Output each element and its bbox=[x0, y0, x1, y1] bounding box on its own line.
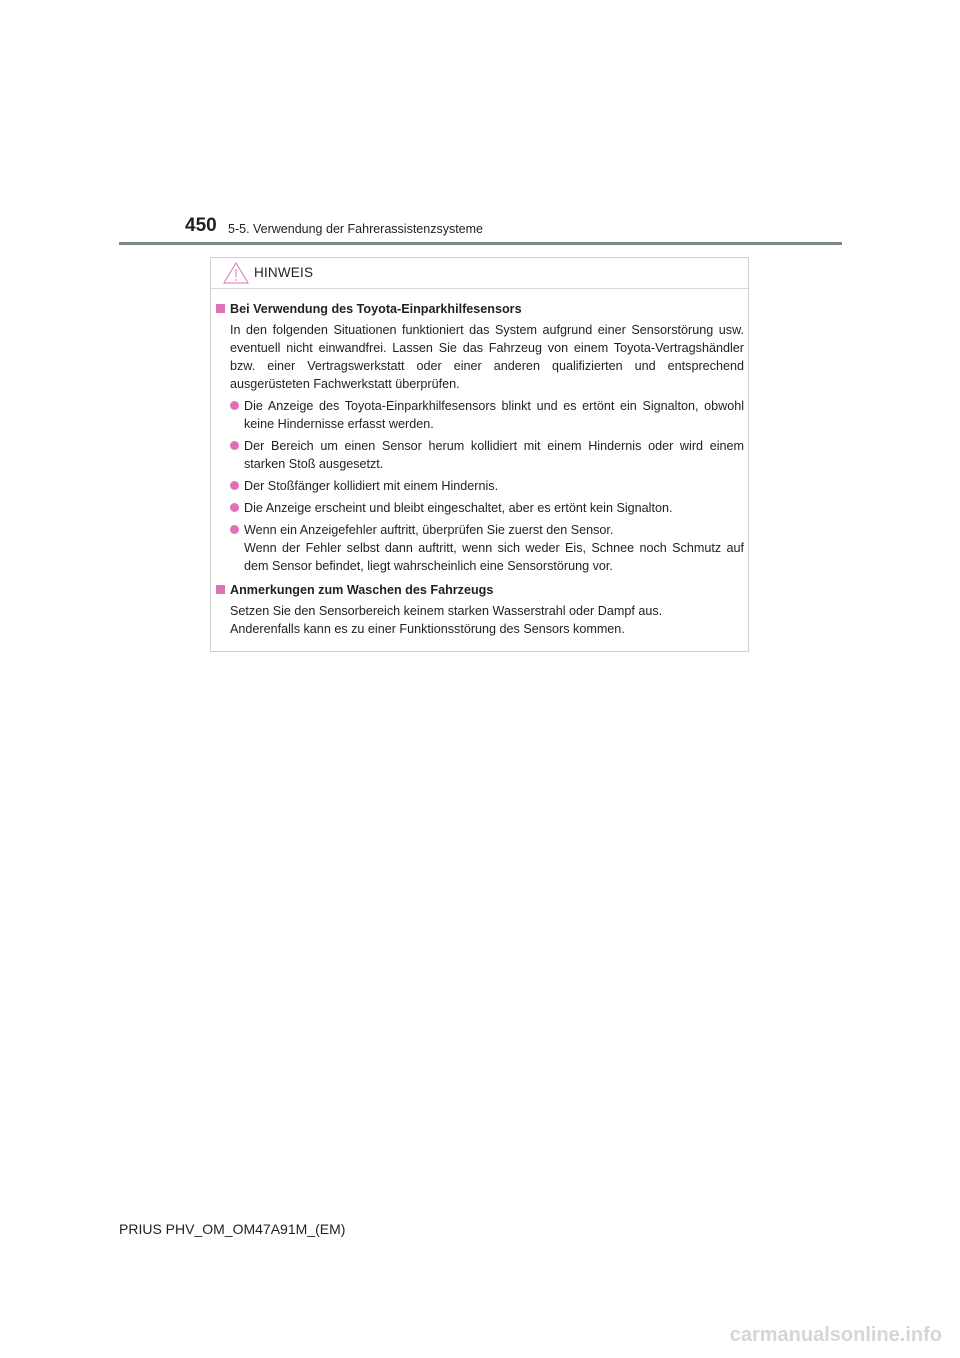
notice-header bbox=[211, 258, 748, 289]
list-item bbox=[216, 499, 744, 517]
circle-bullet-icon bbox=[230, 441, 239, 450]
notice-box bbox=[210, 257, 749, 652]
list-item-text: Der Bereich um einen Sensor herum kollidiert mit einem Hindernis oder wird einem starken Stoß ausgesetzt. bbox=[244, 439, 744, 471]
circle-bullet-icon bbox=[230, 401, 239, 410]
notice-title: HINWEIS bbox=[254, 265, 314, 280]
list-item bbox=[216, 397, 744, 433]
paragraph-line: Anderenfalls kann es zu einer Funktionsstörung des Sensors kommen. bbox=[230, 622, 625, 636]
circle-bullet-icon bbox=[230, 503, 239, 512]
header-rule bbox=[119, 242, 842, 245]
circle-bullet-icon bbox=[230, 481, 239, 490]
section-car-wash bbox=[216, 581, 744, 638]
wash-paragraph bbox=[216, 602, 744, 638]
intro-paragraph: In den folgenden Situationen funktioniert das System aufgrund einer Sensorstörung usw. eventuell nicht einwandfrei. Lassen Sie das Fahrzeug von einem Toyota-Vertragshändler bzw. einer Vertragswerkstatt oder einer anderen qualifizierten und entsprechend ausgerüsteten Fachwerkstatt überprüfen. bbox=[230, 323, 744, 391]
notice-content bbox=[216, 300, 744, 644]
list-item bbox=[216, 521, 744, 575]
paragraph-line: Setzen Sie den Sensorbereich keinem starken Wasserstrahl oder Dampf aus. bbox=[230, 604, 663, 618]
list-item-text: Der Stoßfänger kollidiert mit einem Hindernis. bbox=[244, 479, 499, 493]
warning-triangle-icon bbox=[223, 262, 249, 284]
list-item-text bbox=[244, 521, 744, 575]
list-item bbox=[216, 437, 744, 473]
heading-text: Anmerkungen zum Waschen des Fahrzeugs bbox=[230, 583, 494, 597]
section-heading bbox=[216, 581, 744, 599]
list-item-line: Wenn ein Anzeigefehler auftritt, überprüfen Sie zuerst den Sensor. bbox=[244, 523, 614, 537]
list-item-text: Die Anzeige erscheint und bleibt eingeschaltet, aber es ertönt kein Signalton. bbox=[244, 501, 673, 515]
square-bullet-icon bbox=[216, 304, 225, 313]
section-parking-sensor bbox=[216, 300, 744, 575]
section-heading bbox=[216, 300, 744, 318]
circle-bullet-icon bbox=[230, 525, 239, 534]
list-item bbox=[216, 477, 744, 495]
list-item-text: Die Anzeige des Toyota-Einparkhilfesensors blinkt und es ertönt ein Signalton, obwohl keine Hindernisse erfasst werden. bbox=[244, 399, 744, 431]
section-title: 5-5. Verwendung der Fahrerassistenzsysteme bbox=[228, 222, 483, 236]
list-item-line: Wenn der Fehler selbst dann auftritt, wenn sich weder Eis, Schnee noch Schmutz auf dem Sensor befindet, liegt wahrscheinlich eine Sensorstörung vor. bbox=[244, 541, 744, 573]
square-bullet-icon bbox=[216, 585, 225, 594]
document-code: PRIUS PHV_OM_OM47A91M_(EM) bbox=[119, 1221, 346, 1237]
heading-text: Bei Verwendung des Toyota-Einparkhilfesensors bbox=[230, 302, 522, 316]
page-number: 450 bbox=[185, 215, 217, 236]
watermark: carmanualsonline.info bbox=[729, 1324, 942, 1346]
